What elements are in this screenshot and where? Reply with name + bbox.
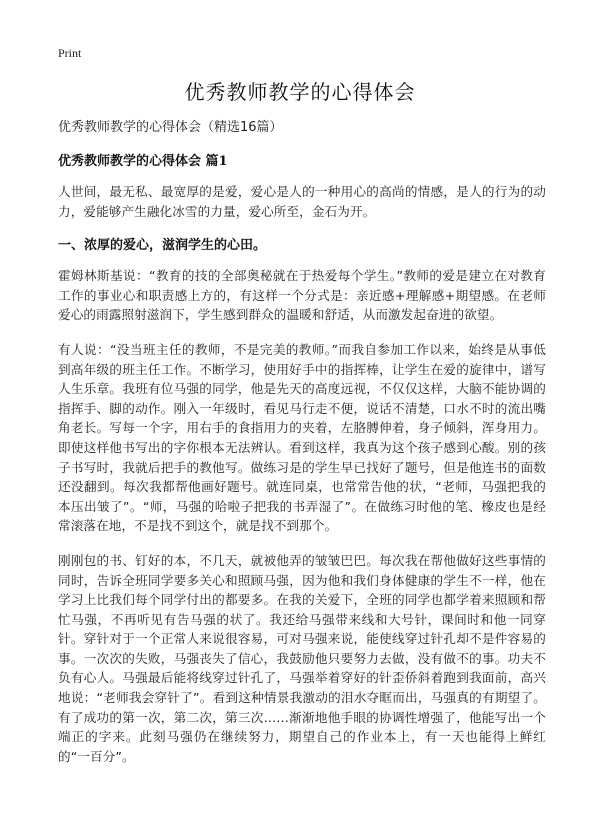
body-paragraph: 刚刚包的书、钉好的本，不几天，就被他弄的皱皱巴巴。每次我在帮他做好这些事情的同时，告诉全班同学要多关心和照顾马强，因为他和我们身体健康的学生不一样，他在学习上比我们每个同学付出的都要多。在我的关爱下，全班的同学也都学着来照顾和帮忙马强，不再听见有告马强的状了。我还给马强带来线和大号针，课间时和他一同穿针。穿针对于一个正常人来说很容易，可对马强来说，能使线穿过针孔却不是件容易的事。一次次的失败，马强丧失了信心，我鼓励他只要努力去做，没有做不的事。功夫不负有心人。马强最后能将线穿过针孔了，马强举着穿好的针歪侨斜着跑到我面前，高兴地说：“老师我会穿针了”。看到这种情景我激动的泪水夺眶而出，马强真的有期望了。有了成功的第一次，第二次，第三次……渐渐地他手眼的协调性增强了，他能写出一个端正的字来。此刻马强仍在继续努力，期望自己的作业本上，有一天也能得上鲜红的“一百分”。	[58, 552, 546, 764]
section-heading: 优秀教师教学的心得体会 篇1	[58, 154, 228, 169]
document-subtitle: 优秀教师教学的心得体会（精选16篇）	[58, 120, 283, 135]
body-paragraph: 有人说：“没当班主任的教师，不是完美的教师。”而我自参加工作以来，始终是从事低到高年级的班主任工作。不断学习，使用好手中的指挥棒，让学生在爱的旋律中，谱写人生乐章。我班有位马强的同学，他是先天的高度远视，不仅仅这样，大脑不能协调的指挥手、脚的动作。刚入一年级时，看见马行走不便，说话不清楚，口水不时的流出嘴角老长。写每一个字，用右手的食指用力的夹着，左胳膊伸着，身子倾斜，浑身用力。即使这样他书写出的字你根本无法辨认。看到这样，我真为这个孩子感到心酸。别的孩子书写时，我就后把手的教他写。做练习是的学生早已找好了题号，但是他连书的面数还没翻到。每次我都帮他画好题号。就连同桌，也常常告他的状，“老师，马强把我的本压出皱了”。“师，马强的哈啦子把我的书弄湿了”。在做练习时他的笔、橡皮也是经常滚落在地，不是找不到这个，就是找不到那个。	[58, 341, 546, 534]
document-body	[58, 118, 546, 781]
page-title: 优秀教师教学的心得体会	[184, 80, 416, 104]
part1-heading: 一、浓厚的爱心，滋润学生的心田。	[58, 238, 267, 254]
intro-paragraph: 人世间，最无私、最宽厚的是爱，爱心是人的一种用心的高尚的情感，是人的行为的动力，爱能够产生融化冰雪的力量，爱心所至，金石为开。	[58, 184, 546, 219]
body-paragraph: 霍姆林斯基说：“教育的技的全部奥秘就在于热爱每个学生。”教师的爱是建立在对教育工作的事业心和职责感上方的，有这样一个分式是：亲近感+理解感+期望感。在老师爱心的雨露照射滋润下，学生感到群众的温暖和舒适，从而激发起奋进的欲望。	[58, 268, 546, 323]
print-label: Print	[58, 46, 82, 60]
